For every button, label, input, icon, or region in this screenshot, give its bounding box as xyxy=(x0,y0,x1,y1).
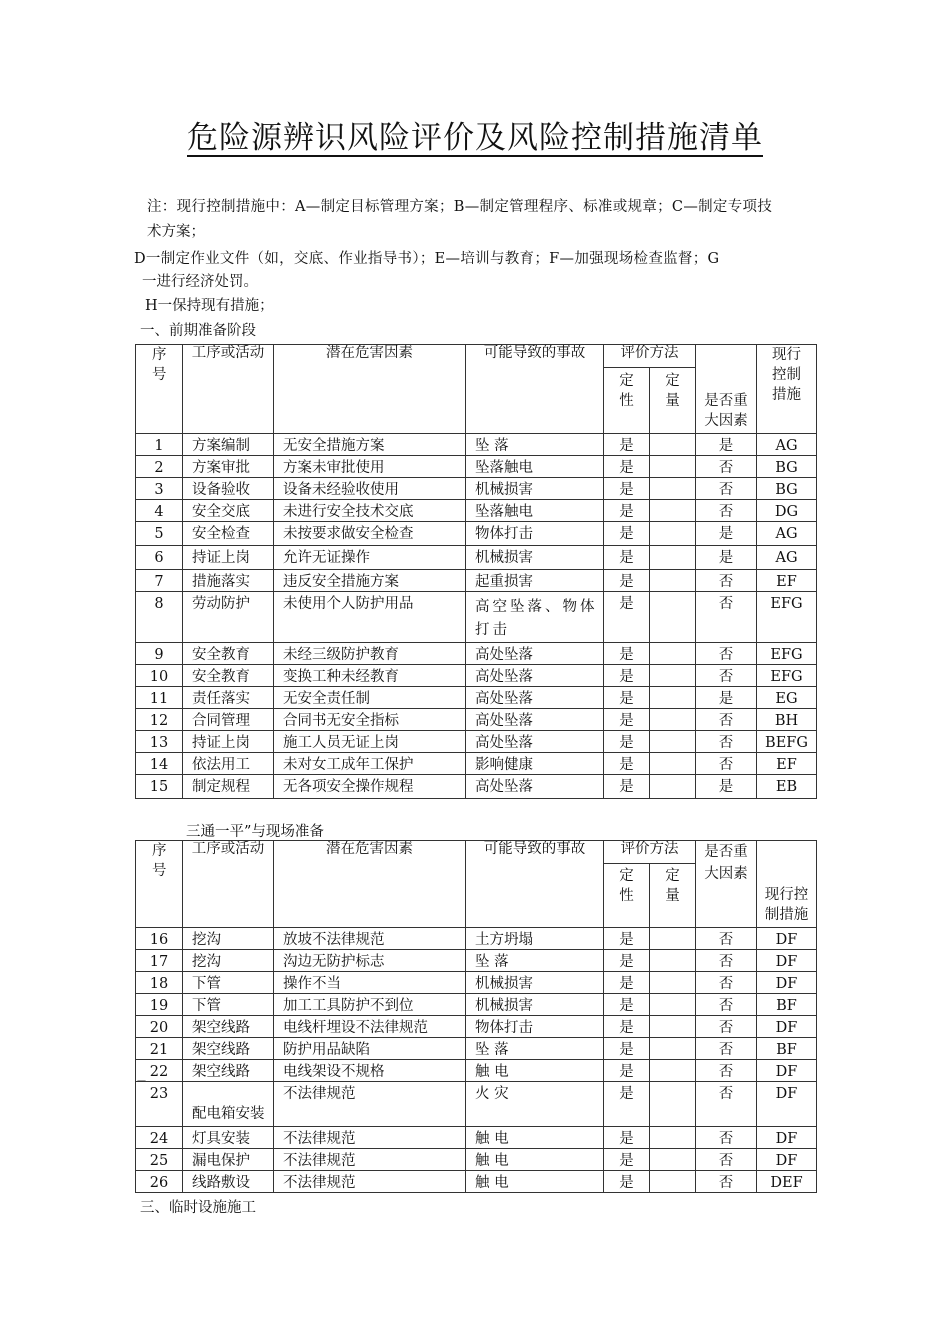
note-line-4: 一进行经济处罚。 xyxy=(142,274,258,290)
cell-activity: 合同管理 xyxy=(183,709,274,731)
cell-activity: 劳动防护 xyxy=(183,592,274,643)
table-row xyxy=(136,500,817,522)
cell-no: 12 xyxy=(136,709,183,731)
cell-activity: 架空线路 xyxy=(183,1038,274,1060)
scan-mark: — xyxy=(137,1076,146,1086)
cell-hazard: 不法律规范 xyxy=(274,1082,466,1127)
cell-activity: 措施落实 xyxy=(183,570,274,592)
cell-qual: 是 xyxy=(604,1149,650,1171)
cell-quant xyxy=(650,522,696,546)
document-title: 危险源辨识风险评价及风险控制措施清单 xyxy=(187,120,763,156)
cell-measures: EB xyxy=(757,775,817,799)
cell-hazard: 方案未审批使用 xyxy=(274,456,466,478)
cell-quant xyxy=(650,994,696,1016)
cell-qual: 是 xyxy=(604,1082,650,1127)
cell-accident: 高处坠落 xyxy=(466,775,604,799)
cell-accident: 坠落触电 xyxy=(466,500,604,522)
cell-hazard: 无安全措施方案 xyxy=(274,434,466,456)
cell-qual: 是 xyxy=(604,478,650,500)
header-accident: 可能导致的事故 xyxy=(466,841,604,928)
cell-activity: 责任落实 xyxy=(183,687,274,709)
section-heading-1: 一、前期准备阶段 xyxy=(140,323,256,339)
cell-measures: AG xyxy=(757,434,817,456)
cell-accident: 火 灾 xyxy=(466,1082,604,1127)
header-quant: 定量 xyxy=(650,864,696,928)
cell-hazard: 未进行安全技术交底 xyxy=(274,500,466,522)
cell-measures: BF xyxy=(757,1038,817,1060)
cell-measures: DF xyxy=(757,1149,817,1171)
cell-qual: 是 xyxy=(604,775,650,799)
cell-quant xyxy=(650,775,696,799)
cell-activity: 安全教育 xyxy=(183,665,274,687)
cell-measures: EFG xyxy=(757,592,817,643)
table-row xyxy=(136,928,817,950)
cell-activity: 安全检查 xyxy=(183,522,274,546)
table-row xyxy=(136,1060,817,1082)
note-line-2: 术方案； xyxy=(147,224,205,240)
cell-no: 21 xyxy=(136,1038,183,1060)
cell-accident: 坠 落 xyxy=(466,434,604,456)
cell-quant xyxy=(650,570,696,592)
note-line-5: H一保持现有措施； xyxy=(145,298,274,314)
header-measures: 现行控制措施 xyxy=(757,841,817,928)
hazard-table-1 xyxy=(135,344,817,799)
header-hazard: 潜在危害因素 xyxy=(274,841,466,928)
table-row xyxy=(136,687,817,709)
cell-accident: 机械损害 xyxy=(466,478,604,500)
cell-qual: 是 xyxy=(604,1016,650,1038)
cell-qual: 是 xyxy=(604,456,650,478)
cell-no: 10 xyxy=(136,665,183,687)
cell-quant xyxy=(650,1016,696,1038)
cell-qual: 是 xyxy=(604,665,650,687)
cell-measures: EFG xyxy=(757,643,817,665)
cell-accident: 高处坠落 xyxy=(466,709,604,731)
cell-quant xyxy=(650,1038,696,1060)
cell-hazard: 不法律规范 xyxy=(274,1149,466,1171)
cell-accident: 坠落触电 xyxy=(466,456,604,478)
cell-measures: BG xyxy=(757,456,817,478)
cell-hazard: 未对女工成年工保护 xyxy=(274,753,466,775)
header-hazard: 潜在危害因素 xyxy=(274,345,466,434)
table-row xyxy=(136,478,817,500)
cell-hazard: 沟边无防护标志 xyxy=(274,950,466,972)
cell-measures: AG xyxy=(757,546,817,570)
table-row xyxy=(136,950,817,972)
cell-major: 否 xyxy=(696,1149,757,1171)
cell-qual: 是 xyxy=(604,592,650,643)
cell-no: 26 xyxy=(136,1171,183,1193)
cell-hazard: 未经三级防护教育 xyxy=(274,643,466,665)
cell-activity: 下管 xyxy=(183,994,274,1016)
cell-activity: 灯具安装 xyxy=(183,1127,274,1149)
header-major: 是否重大因素 xyxy=(696,841,757,928)
cell-no: 2 xyxy=(136,456,183,478)
cell-no: 17 xyxy=(136,950,183,972)
cell-no: 22 xyxy=(136,1060,183,1082)
header-quant: 定量 xyxy=(650,368,696,434)
cell-quant xyxy=(650,665,696,687)
cell-qual: 是 xyxy=(604,643,650,665)
cell-accident: 高空坠落、物体打击 xyxy=(466,592,604,643)
table-row xyxy=(136,522,817,546)
cell-quant xyxy=(650,928,696,950)
table-row xyxy=(136,643,817,665)
table-row xyxy=(136,546,817,570)
cell-qual: 是 xyxy=(604,994,650,1016)
hazard-table-2 xyxy=(135,840,817,1193)
cell-accident: 物体打击 xyxy=(466,522,604,546)
table-row xyxy=(136,709,817,731)
header-qual: 定性 xyxy=(604,864,650,928)
cell-qual: 是 xyxy=(604,500,650,522)
cell-activity: 方案编制 xyxy=(183,434,274,456)
cell-accident: 物体打击 xyxy=(466,1016,604,1038)
cell-qual: 是 xyxy=(604,753,650,775)
cell-hazard: 不法律规范 xyxy=(274,1171,466,1193)
cell-hazard: 设备未经验收使用 xyxy=(274,478,466,500)
cell-measures: EF xyxy=(757,570,817,592)
cell-no: 13 xyxy=(136,731,183,753)
cell-quant xyxy=(650,731,696,753)
cell-accident: 触 电 xyxy=(466,1127,604,1149)
cell-accident: 高处坠落 xyxy=(466,687,604,709)
cell-no: 6 xyxy=(136,546,183,570)
header-qual: 定性 xyxy=(604,368,650,434)
cell-measures: DF xyxy=(757,1060,817,1082)
cell-quant xyxy=(650,753,696,775)
header-major: 是否重大因素 xyxy=(696,345,757,434)
table-row xyxy=(136,1016,817,1038)
cell-qual: 是 xyxy=(604,1038,650,1060)
cell-quant xyxy=(650,478,696,500)
cell-accident: 触 电 xyxy=(466,1149,604,1171)
cell-quant xyxy=(650,687,696,709)
cell-quant xyxy=(650,592,696,643)
cell-hazard: 变换工种未经教育 xyxy=(274,665,466,687)
cell-measures: DF xyxy=(757,1127,817,1149)
cell-quant xyxy=(650,709,696,731)
cell-major: 是 xyxy=(696,687,757,709)
table-row xyxy=(136,592,817,643)
cell-qual: 是 xyxy=(604,687,650,709)
cell-quant xyxy=(650,434,696,456)
cell-no: 5 xyxy=(136,522,183,546)
table-row xyxy=(136,570,817,592)
cell-no: 25 xyxy=(136,1149,183,1171)
cell-activity: 依法用工 xyxy=(183,753,274,775)
table-row xyxy=(136,994,817,1016)
cell-no: 15 xyxy=(136,775,183,799)
cell-no: 4 xyxy=(136,500,183,522)
cell-hazard: 防护用品缺陷 xyxy=(274,1038,466,1060)
cell-quant xyxy=(650,950,696,972)
cell-measures: EF xyxy=(757,753,817,775)
cell-qual: 是 xyxy=(604,570,650,592)
cell-no: 18 xyxy=(136,972,183,994)
cell-measures: BG xyxy=(757,478,817,500)
cell-accident: 土方坍塌 xyxy=(466,928,604,950)
cell-accident: 机械损害 xyxy=(466,994,604,1016)
cell-measures: AG xyxy=(757,522,817,546)
cell-hazard: 操作不当 xyxy=(274,972,466,994)
cell-major: 否 xyxy=(696,1127,757,1149)
table-row xyxy=(136,775,817,799)
cell-quant xyxy=(650,456,696,478)
cell-no: 1 xyxy=(136,434,183,456)
cell-major: 否 xyxy=(696,928,757,950)
table-row xyxy=(136,456,817,478)
cell-quant xyxy=(650,500,696,522)
cell-major: 否 xyxy=(696,456,757,478)
cell-measures: BEFG xyxy=(757,731,817,753)
note-line-3: D一制定作业文件（如，交底、作业指导书）；E—培训与教育；F—加强现场检查监督；G xyxy=(134,251,720,267)
cell-accident: 机械损害 xyxy=(466,546,604,570)
cell-qual: 是 xyxy=(604,1127,650,1149)
cell-activity: 挖沟 xyxy=(183,928,274,950)
cell-activity: 线路敷设 xyxy=(183,1171,274,1193)
note-line-1: 注：现行控制措施中：A—制定目标管理方案；B—制定管理程序、标准或规章；C—制定专项技 xyxy=(147,199,773,215)
cell-qual: 是 xyxy=(604,709,650,731)
cell-quant xyxy=(650,1149,696,1171)
cell-no: 19 xyxy=(136,994,183,1016)
cell-measures: EG xyxy=(757,687,817,709)
table-row xyxy=(136,665,817,687)
cell-hazard: 不法律规范 xyxy=(274,1127,466,1149)
cell-major: 是 xyxy=(696,546,757,570)
cell-major: 否 xyxy=(696,950,757,972)
cell-quant xyxy=(650,643,696,665)
cell-quant xyxy=(650,546,696,570)
cell-activity: 挖沟 xyxy=(183,950,274,972)
cell-major: 否 xyxy=(696,731,757,753)
cell-hazard: 未使用个人防护用品 xyxy=(274,592,466,643)
cell-quant xyxy=(650,972,696,994)
cell-activity: 安全交底 xyxy=(183,500,274,522)
table-row xyxy=(136,731,817,753)
cell-accident: 触 电 xyxy=(466,1060,604,1082)
cell-no: 23 xyxy=(136,1082,183,1127)
cell-major: 是 xyxy=(696,434,757,456)
cell-accident: 触 电 xyxy=(466,1171,604,1193)
cell-activity: 持证上岗 xyxy=(183,731,274,753)
cell-accident: 影响健康 xyxy=(466,753,604,775)
cell-quant xyxy=(650,1171,696,1193)
cell-qual: 是 xyxy=(604,434,650,456)
cell-activity: 架空线路 xyxy=(183,1016,274,1038)
cell-no: 8 xyxy=(136,592,183,643)
cell-measures: BF xyxy=(757,994,817,1016)
cell-major: 否 xyxy=(696,570,757,592)
section-heading-3: 三、临时设施施工 xyxy=(140,1200,256,1216)
cell-major: 否 xyxy=(696,1038,757,1060)
cell-measures: DF xyxy=(757,928,817,950)
cell-accident: 机械损害 xyxy=(466,972,604,994)
cell-no: 16 xyxy=(136,928,183,950)
cell-major: 否 xyxy=(696,753,757,775)
cell-hazard: 无安全责任制 xyxy=(274,687,466,709)
cell-no: 9 xyxy=(136,643,183,665)
cell-hazard: 施工人员无证上岗 xyxy=(274,731,466,753)
header-activity: 工序或活动 xyxy=(183,841,274,928)
cell-major: 否 xyxy=(696,1016,757,1038)
cell-qual: 是 xyxy=(604,522,650,546)
cell-quant xyxy=(650,1082,696,1127)
cell-measures: DG xyxy=(757,500,817,522)
cell-major: 是 xyxy=(696,522,757,546)
cell-major: 否 xyxy=(696,665,757,687)
cell-activity: 持证上岗 xyxy=(183,546,274,570)
cell-major: 否 xyxy=(696,1171,757,1193)
table-row xyxy=(136,1127,817,1149)
header-activity: 工序或活动 xyxy=(183,345,274,434)
cell-major: 否 xyxy=(696,994,757,1016)
cell-major: 否 xyxy=(696,1060,757,1082)
cell-major: 否 xyxy=(696,709,757,731)
table-row xyxy=(136,1038,817,1060)
cell-major: 否 xyxy=(696,972,757,994)
cell-activity: 下管 xyxy=(183,972,274,994)
cell-accident: 高处坠落 xyxy=(466,643,604,665)
cell-qual: 是 xyxy=(604,972,650,994)
cell-activity: 设备验收 xyxy=(183,478,274,500)
cell-no: 7 xyxy=(136,570,183,592)
cell-major: 是 xyxy=(696,775,757,799)
cell-hazard: 无各项安全操作规程 xyxy=(274,775,466,799)
table-row xyxy=(136,753,817,775)
header-eval-method: 评价方法 xyxy=(604,841,696,864)
cell-accident: 坠 落 xyxy=(466,1038,604,1060)
cell-activity: 安全教育 xyxy=(183,643,274,665)
cell-measures: DF xyxy=(757,950,817,972)
cell-hazard: 允许无证操作 xyxy=(274,546,466,570)
table-row xyxy=(136,434,817,456)
cell-measures: DF xyxy=(757,972,817,994)
cell-measures: DF xyxy=(757,1016,817,1038)
cell-qual: 是 xyxy=(604,950,650,972)
cell-hazard: 加工工具防护不到位 xyxy=(274,994,466,1016)
table-row xyxy=(136,1149,817,1171)
cell-major: 否 xyxy=(696,500,757,522)
table-row xyxy=(136,1171,817,1193)
cell-qual: 是 xyxy=(604,546,650,570)
cell-accident: 高处坠落 xyxy=(466,731,604,753)
cell-no: 14 xyxy=(136,753,183,775)
header-eval-method: 评价方法 xyxy=(604,345,696,368)
cell-no: 11 xyxy=(136,687,183,709)
cell-measures: BH xyxy=(757,709,817,731)
header-accident: 可能导致的事故 xyxy=(466,345,604,434)
header-no: 序号 xyxy=(136,345,183,434)
cell-measures: EFG xyxy=(757,665,817,687)
cell-major: 否 xyxy=(696,478,757,500)
cell-no: 24 xyxy=(136,1127,183,1149)
cell-quant xyxy=(650,1127,696,1149)
cell-major: 否 xyxy=(696,643,757,665)
cell-activity: 制定规程 xyxy=(183,775,274,799)
cell-qual: 是 xyxy=(604,928,650,950)
cell-hazard: 放坡不法律规范 xyxy=(274,928,466,950)
cell-qual: 是 xyxy=(604,1171,650,1193)
cell-hazard: 电线架设不规格 xyxy=(274,1060,466,1082)
cell-quant xyxy=(650,1060,696,1082)
cell-activity: 架空线路 xyxy=(183,1060,274,1082)
header-measures: 现行控制措施 xyxy=(757,345,817,434)
cell-accident: 起重损害 xyxy=(466,570,604,592)
cell-activity: 方案审批 xyxy=(183,456,274,478)
cell-measures: DF xyxy=(757,1082,817,1127)
cell-activity: 漏电保护 xyxy=(183,1149,274,1171)
cell-hazard: 未按要求做安全检查 xyxy=(274,522,466,546)
header-no: 序号 xyxy=(136,841,183,928)
cell-qual: 是 xyxy=(604,731,650,753)
cell-major: 否 xyxy=(696,1082,757,1127)
table-row xyxy=(136,1082,817,1127)
cell-major: 否 xyxy=(696,592,757,643)
cell-hazard: 合同书无安全指标 xyxy=(274,709,466,731)
cell-qual: 是 xyxy=(604,1060,650,1082)
cell-hazard: 违反安全措施方案 xyxy=(274,570,466,592)
cell-activity: 配电箱安装 xyxy=(183,1082,274,1127)
cell-accident: 高处坠落 xyxy=(466,665,604,687)
section-heading-2: 三通一平”与现场准备 xyxy=(186,824,324,840)
cell-accident: 坠 落 xyxy=(466,950,604,972)
cell-measures: DEF xyxy=(757,1171,817,1193)
table-row xyxy=(136,972,817,994)
cell-hazard: 电线杆埋设不法律规范 xyxy=(274,1016,466,1038)
cell-no: 20 xyxy=(136,1016,183,1038)
cell-no: 3 xyxy=(136,478,183,500)
